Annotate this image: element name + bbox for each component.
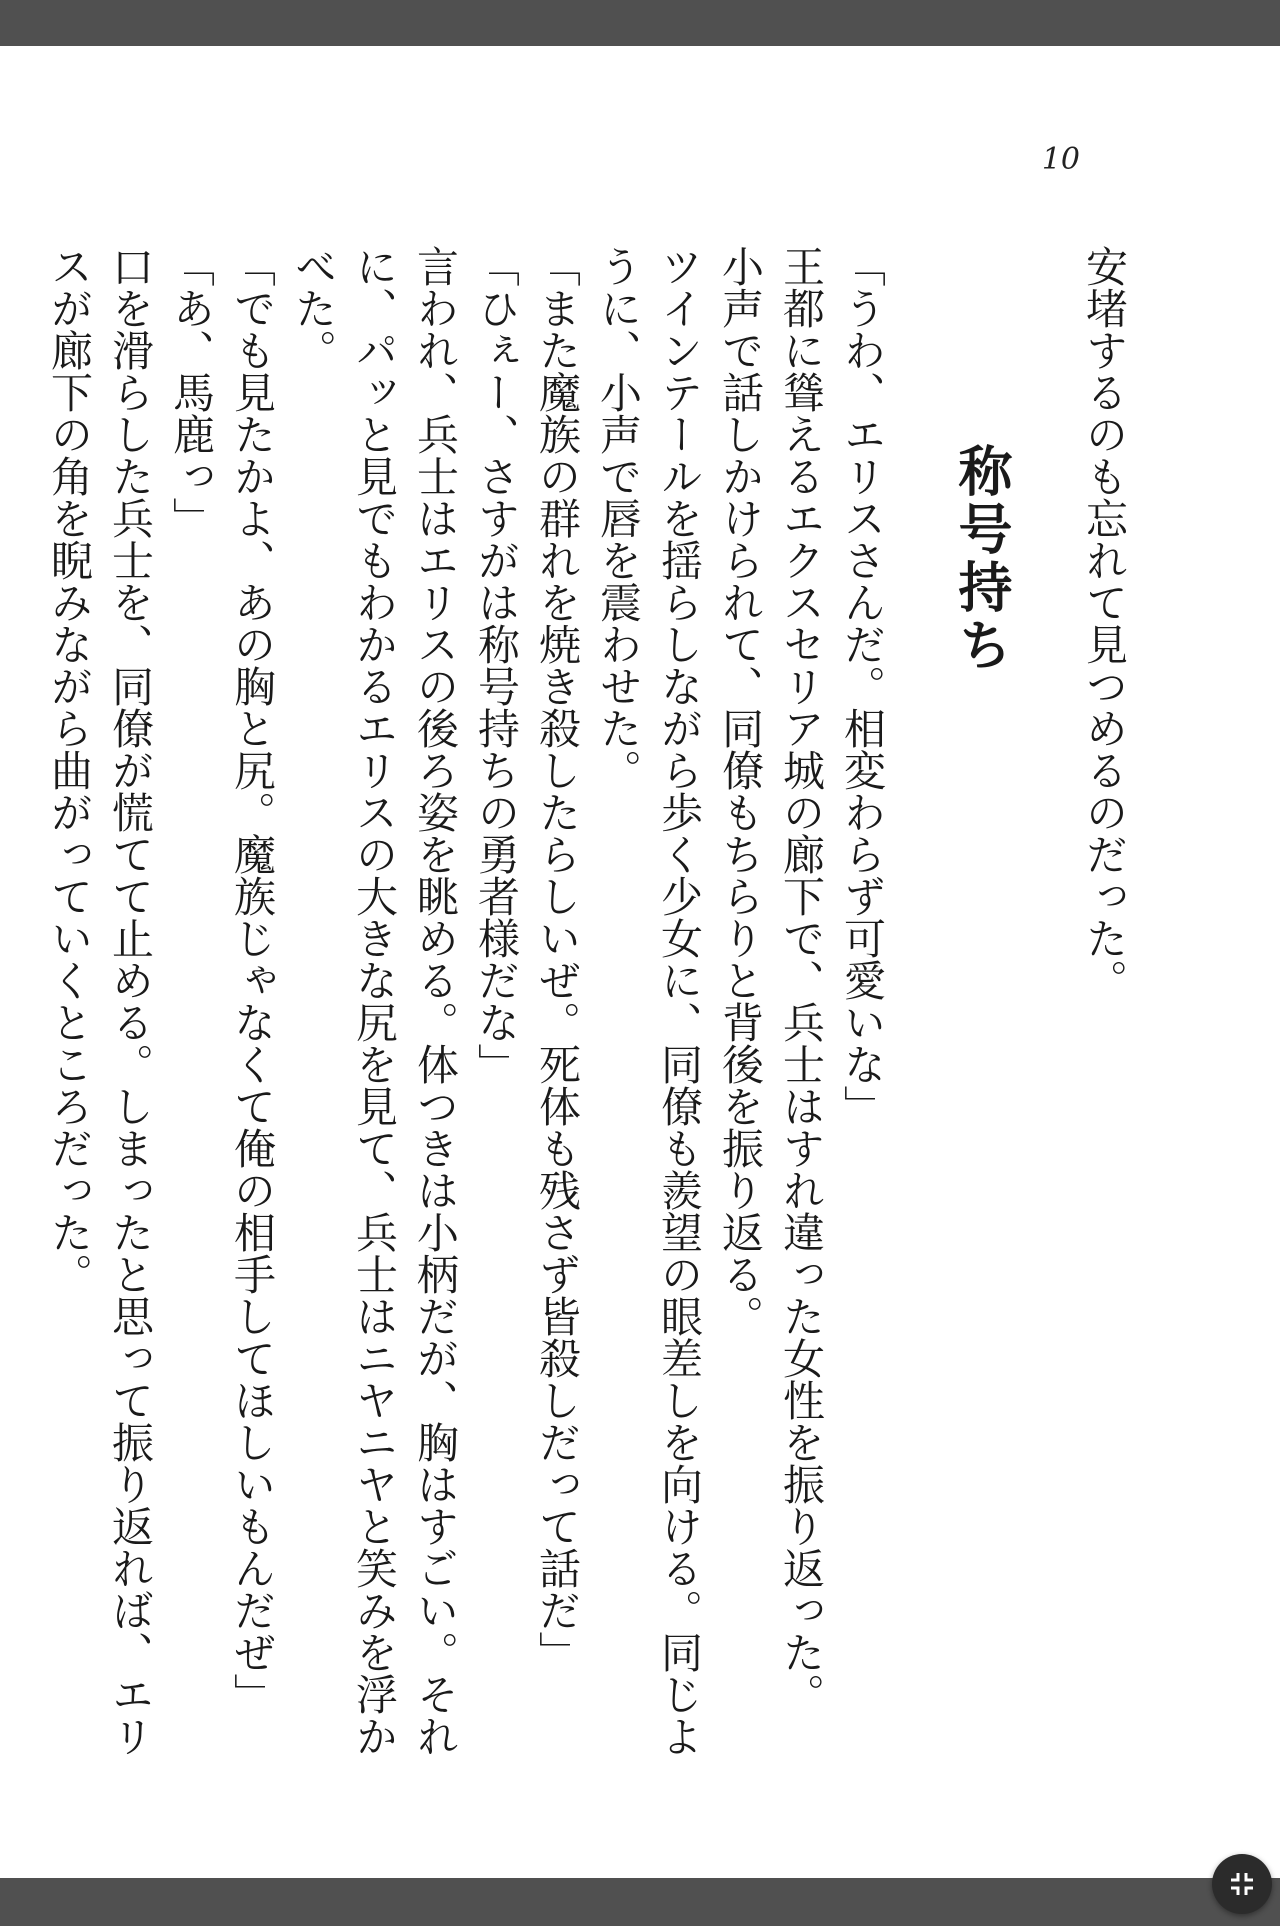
paragraph: 王都に聳えるエクスセリア城の廊下で、兵士はすれ違った女性を振り返った。: [777, 245, 826, 1715]
vertical-text-body: [39, 245, 1135, 1785]
paragraph: 「また魔族の群れを焼き殺したらしいぜ。死体も残さず皆殺しだって話だ」: [533, 245, 582, 1673]
top-toolbar: [0, 0, 1280, 46]
paragraph: 安堵するのも忘れて見つめるのだった。: [1080, 245, 1129, 1001]
paragraph: ツインテールを揺らしながら歩く少女に、同僚も羨望の眼差しを向ける。同じように、小声で唇を震わせた。: [594, 245, 704, 1757]
paragraph: 「あ、馬鹿っ」: [167, 245, 216, 539]
paragraph: 「でも見たかよ、あの胸と尻。魔族じゃなくて俺の相手してほしいもんだぜ」: [228, 245, 277, 1715]
chapter-title: 称号持ち: [950, 443, 1013, 675]
paragraph: 「ひぇー、さすがは称号持ちの勇者様だな」: [472, 245, 521, 1085]
paragraph: 小声で話しかけられて、同僚もちらりと背後を振り返る。: [716, 245, 765, 1337]
exit-fullscreen-icon: [1229, 1871, 1255, 1897]
paragraph: 言われ、兵士はエリスの後ろ姿を眺める。体つきは小柄だが、胸はすごい。それに、パッと見でもわかるエリスの大きな尻を見て、兵士はニヤニヤと笑みを浮かべた。: [289, 245, 460, 1757]
paragraph: 口を滑らした兵士を、同僚が慌てて止める。しまったと思って振り返れば、エリスが廊下の角を睨みながら曲がっていくところだった。: [45, 245, 155, 1757]
paragraph: 「うわ、エリスさんだ。相変わらず可愛いな」: [838, 245, 887, 1127]
exit-fullscreen-button[interactable]: [1212, 1854, 1272, 1914]
bottom-toolbar: [0, 1878, 1280, 1926]
page-number: 10: [1041, 142, 1080, 177]
